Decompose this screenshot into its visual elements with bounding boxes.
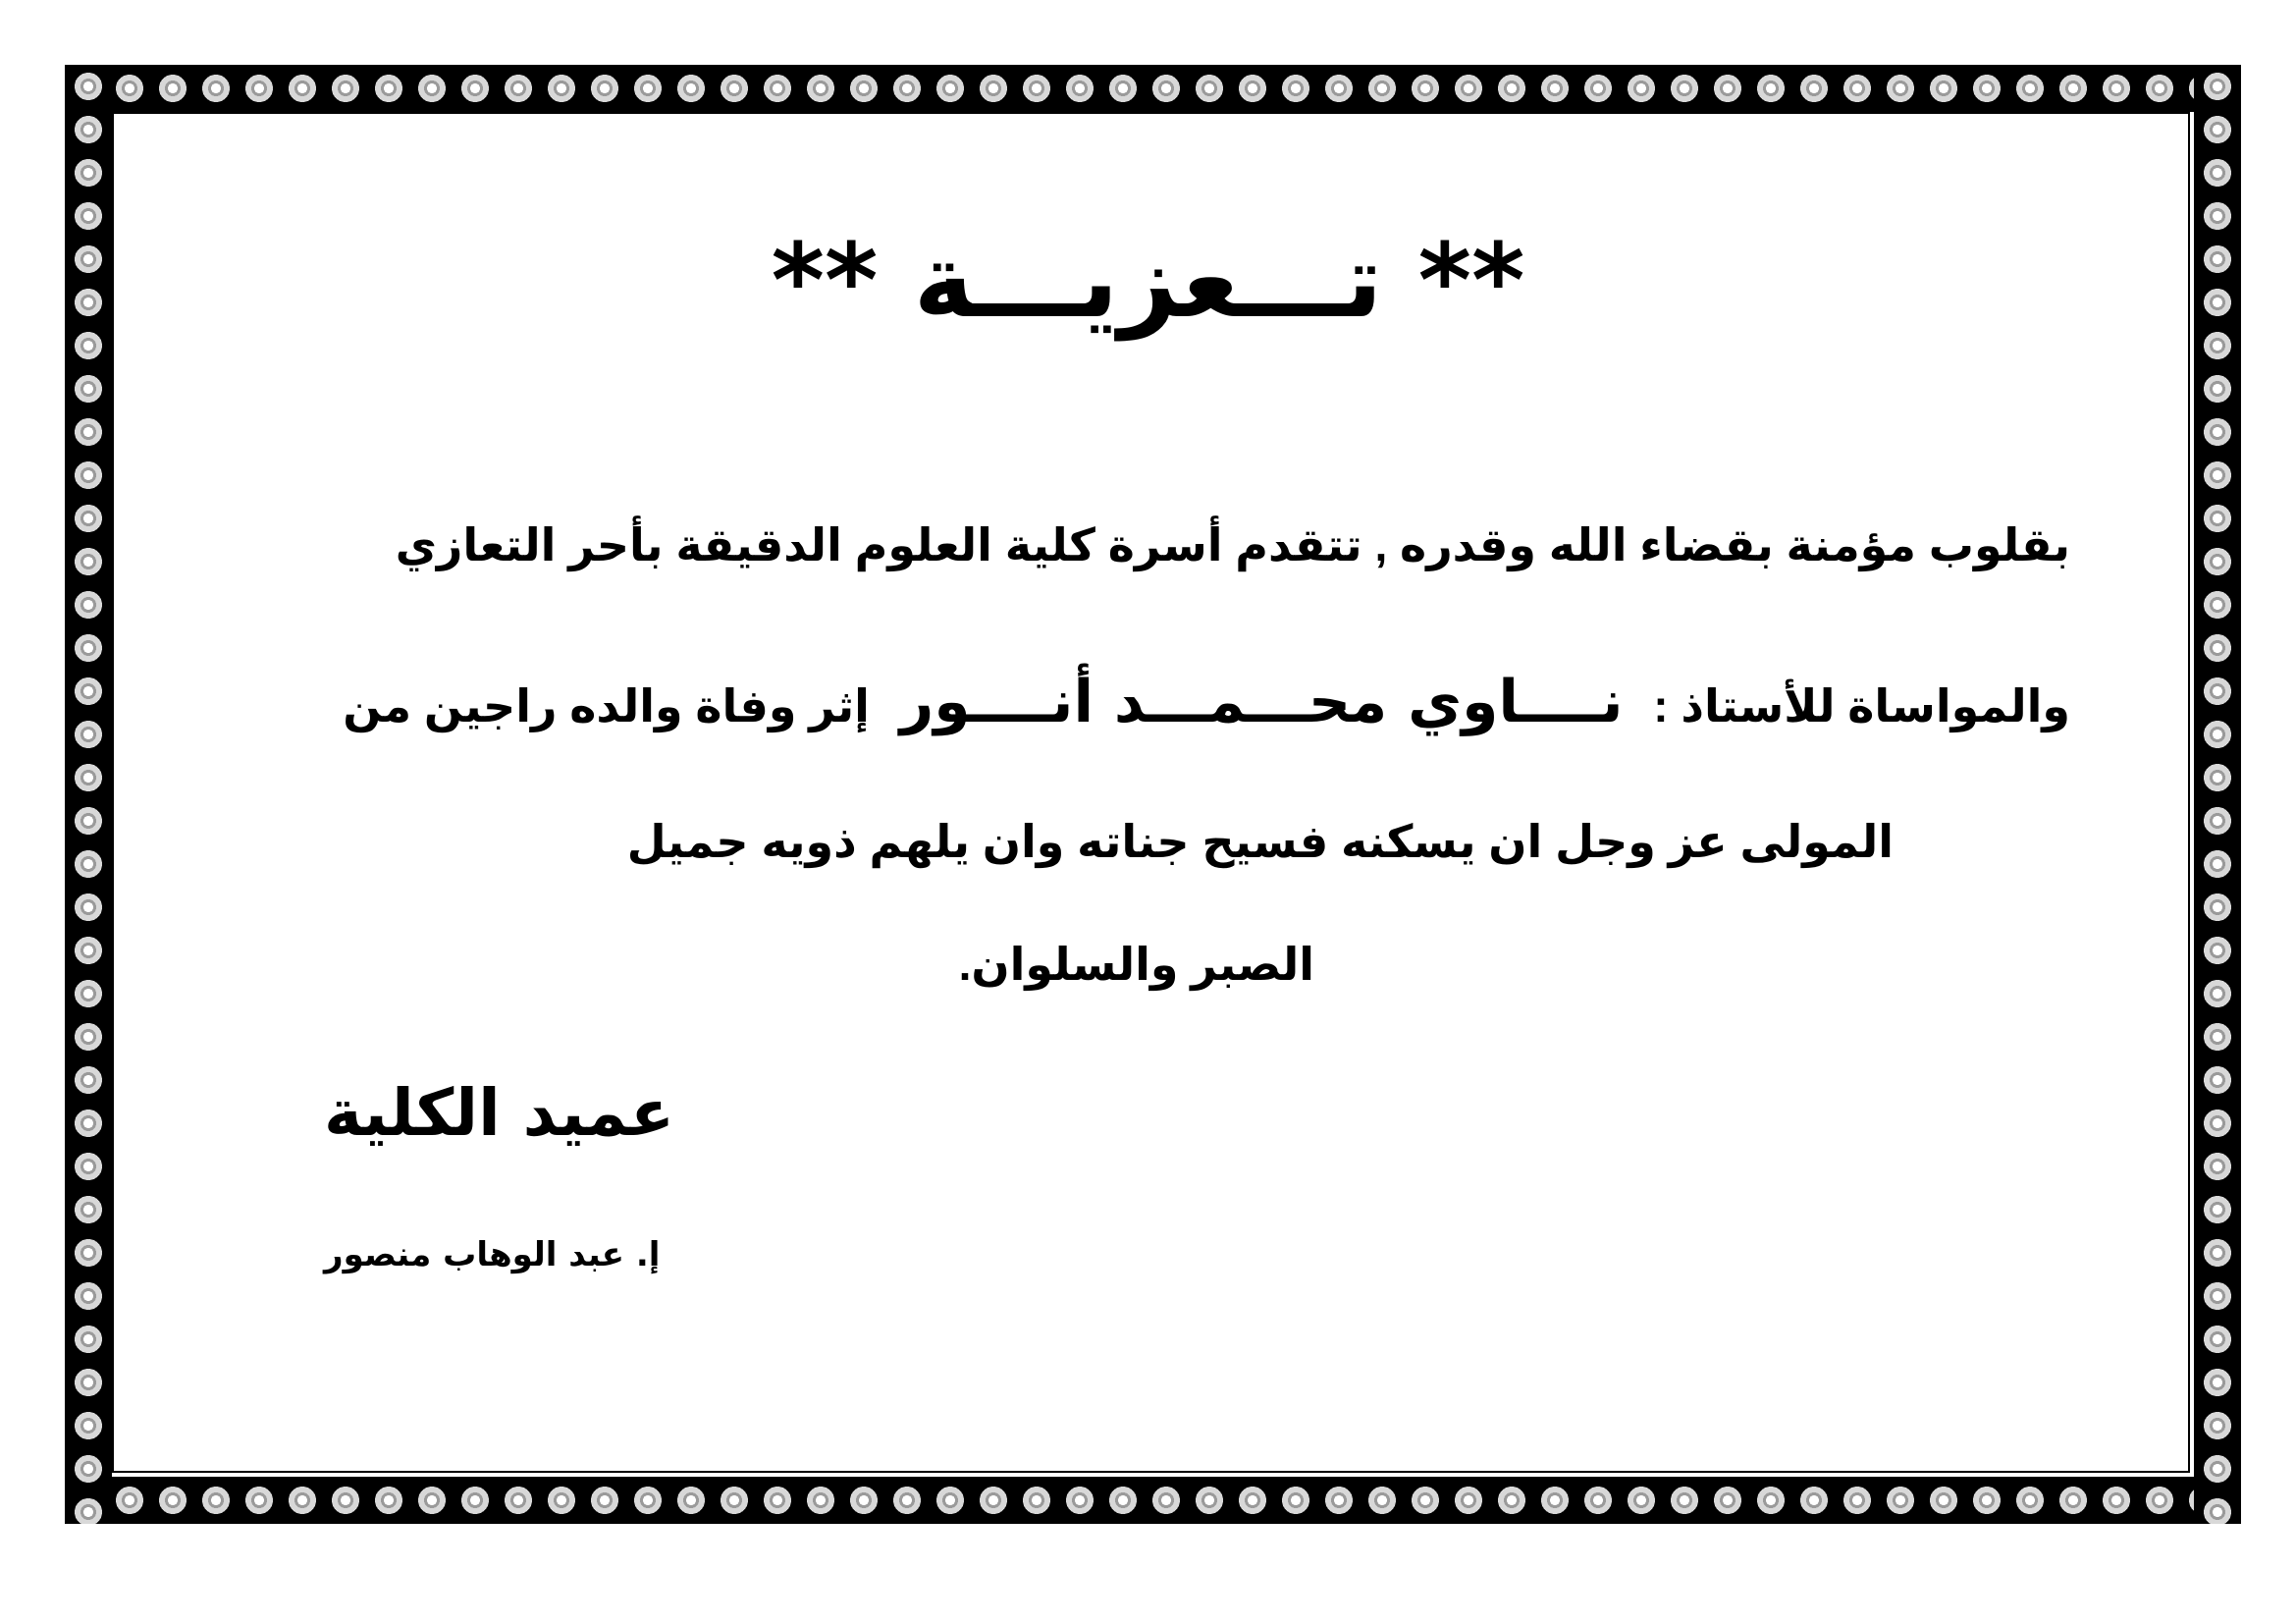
paragraph-line-3: المولى عز وجل ان يسكنه فسيح جناته وان يلهم ذويه جميل — [626, 816, 1894, 867]
honoree-name: نــــاوي محـــمـــد أنــــور — [899, 668, 1624, 736]
signature-role: عميد الكلية — [324, 1075, 675, 1151]
paragraph-line-2-prefix: والمواساة للأستاذ : — [1653, 680, 2070, 731]
paragraph-line-1: بقلوب مؤمنة بقضاء الله وقدره , تتقدم أسرة كلية العلوم الدقيقة بأحر التعازي — [395, 519, 2070, 570]
signature-name: إ. عبد الوهاب منصور — [324, 1235, 661, 1274]
paragraph-line-2-suffix: إثر وفاة والده راجين من — [343, 680, 870, 731]
decorative-border-bottom — [65, 1477, 2241, 1524]
decorative-border-top — [65, 65, 2241, 112]
paragraph-line-4: الصبر والسلوان. — [958, 939, 1314, 990]
paragraph-line-2 — [343, 668, 2070, 736]
card-title: ** تـــعزيـــة ** — [771, 221, 1525, 341]
